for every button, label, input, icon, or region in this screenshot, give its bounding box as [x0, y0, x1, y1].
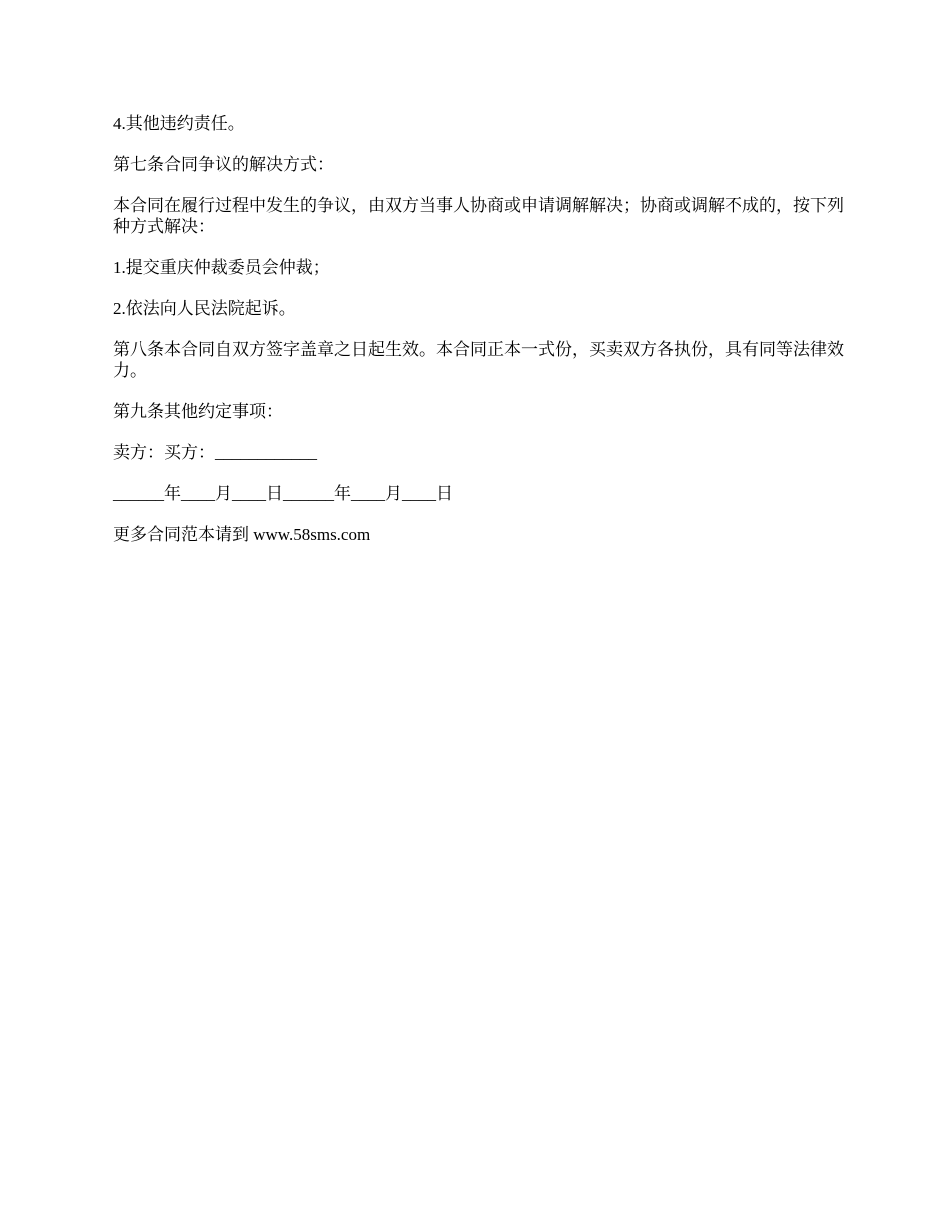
date-line: ______年____月____日______年____月____日 [113, 484, 453, 503]
article-7-heading: 第七条合同争议的解决方式： [113, 155, 334, 174]
clause-other-liability: 4.其他违约责任。 [113, 114, 245, 133]
option-lawsuit: 2.依法向人民法院起诉。 [113, 299, 296, 318]
footer-link-text: 更多合同范本请到 www.58sms.com [113, 525, 371, 544]
signature-line: 卖方：买方：____________ [113, 443, 317, 462]
article-7-body: 本合同在履行过程中发生的争议，由双方当事人协商或申请调解解决；协商或调解不成的，按下列种方式解决： [113, 196, 844, 236]
article-8-text: 第八条本合同自双方签字盖章之日起生效。本合同正本一式份，买卖双方各执份，具有同等法律效力。 [113, 340, 844, 380]
option-arbitration: 1.提交重庆仲裁委员会仲裁； [113, 258, 330, 277]
document-body [113, 113, 853, 565]
article-9-heading: 第九条其他约定事项： [113, 402, 283, 421]
